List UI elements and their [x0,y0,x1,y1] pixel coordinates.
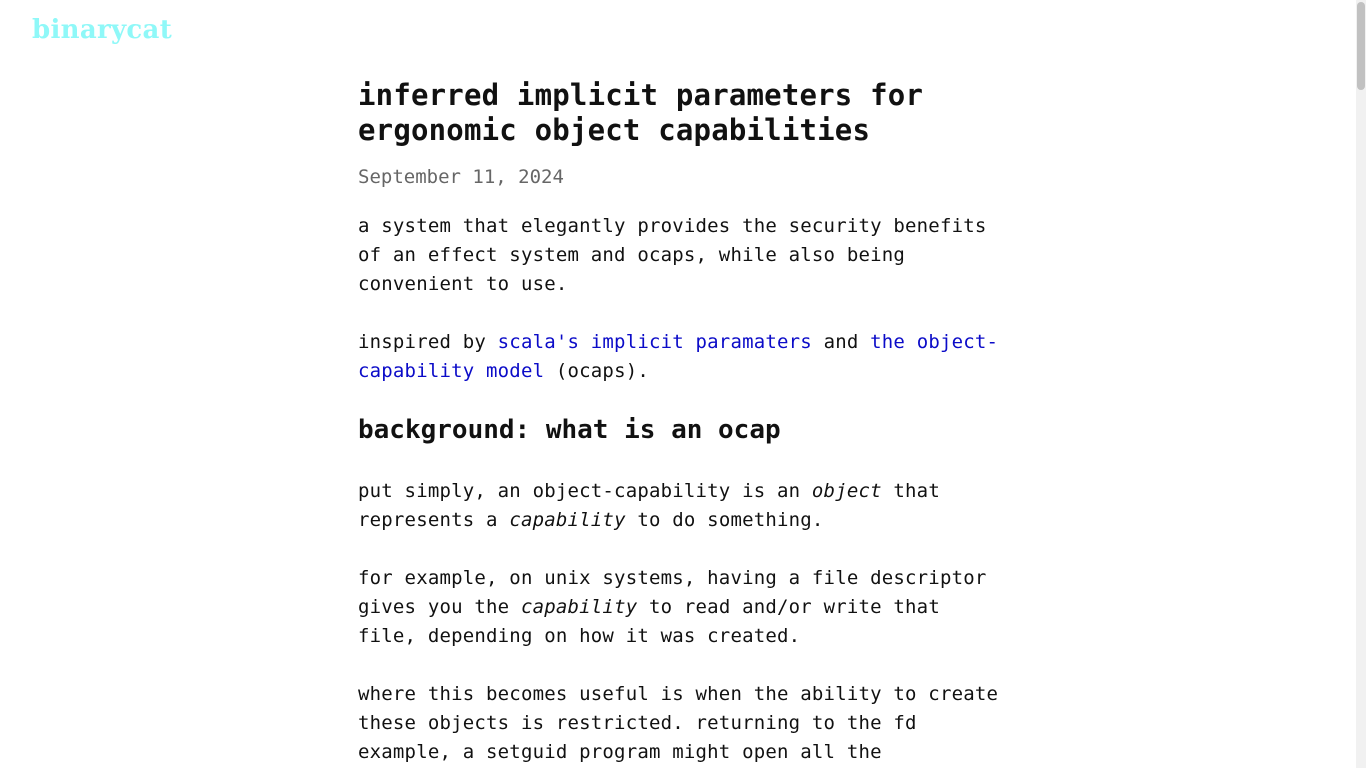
scrollbar-thumb[interactable] [1357,2,1365,90]
intro-paragraph: a system that elegantly provides the security benefits of an effect system and ocaps, while also being convenient to use. [358,215,987,295]
p1-emphasis-capability: capability [509,509,626,531]
section-heading: background: what is an ocap [358,415,781,445]
inspired-suffix: (ocaps). [544,360,649,382]
inspired-prefix: inspired by [358,331,498,353]
scala-implicit-parameters-link[interactable]: scala's implicit paramaters [497,331,812,353]
p1-part-c: to do something. [625,509,824,531]
p2-emphasis-capability: capability [520,596,638,618]
p2-part-b: to read and/or write that file, depending on how it was created. [358,596,940,647]
vertical-scrollbar[interactable] [1356,0,1366,768]
unix-example-paragraph [358,564,1008,651]
inspired-middle: and [811,331,871,353]
object-capability-model-link[interactable]: the object-capability model [358,331,999,382]
restriction-paragraph: where this becomes useful is when the ability to create these objects is restricted. returning to the fd example, a setguid program might open all the [358,683,999,763]
site-title-link[interactable]: binarycat [32,15,172,45]
inspired-paragraph [358,328,1008,386]
ocap-definition-paragraph [358,477,1008,535]
p1-emphasis-object: object [811,480,882,502]
p1-part-b: that represents a [358,480,940,531]
p1-part-a: put simply, an object-capability is an [358,480,812,502]
p2-part-a: for example, on unix systems, having a file descriptor gives you the [358,567,987,618]
post-date: September 11, 2024 [358,166,564,188]
post-title: inferred implicit parameters for ergonomic object capabilities [358,78,924,147]
article [358,78,1008,767]
